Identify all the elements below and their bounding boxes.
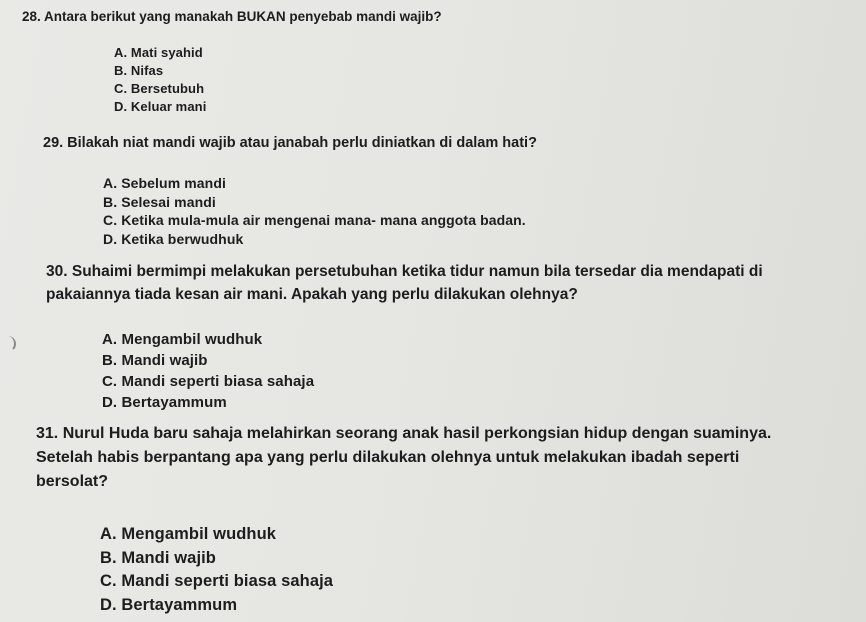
question-29-option-d: D. Ketika berwudhuk	[103, 230, 244, 247]
question-28-option-b: B. Nifas	[114, 63, 164, 78]
question-31-options	[100, 523, 333, 617]
question-30-stem: 30. Suhaimi bermimpi melakukan persetubuhan ketika tidur namun bila tersedar dia mendapati di pakaiannya tiada kesan air mani. Apakah yang perlu dilakukan olehnya?	[46, 263, 763, 303]
question-29-option-c: C. Ketika mula-mula air mengenai mana- mana anggota badan.	[103, 212, 526, 228]
question-30-option-c: C. Mandi seperti biasa sahaja	[102, 373, 315, 390]
question-29-option-a: A. Sebelum mandi	[103, 175, 226, 191]
question-29-stem: 29. Bilakah niat mandi wajib atau janabah perlu diniatkan di dalam hati?	[43, 135, 537, 151]
question-28-stem: 28. Antara berikut yang manakah BUKAN penyebab mandi wajib?	[22, 9, 442, 24]
question-31-option-c: C. Mandi seperti biasa sahaja	[100, 572, 334, 590]
question-28-option-a: A. Mati syahid	[114, 45, 203, 60]
question-31-option-d: D. Bertayammum	[100, 595, 238, 614]
question-30-option-b: B. Mandi wajib	[102, 352, 208, 369]
question-29-option-b: B. Selesai mandi	[103, 193, 216, 210]
question-28-option-c: C. Bersetubuh	[114, 81, 205, 96]
question-30-options	[102, 329, 314, 413]
question-29-options	[103, 174, 526, 248]
page-edge-mark	[0, 336, 16, 352]
question-30-option-a: A. Mengambil wudhuk	[102, 331, 263, 348]
question-28-options	[114, 44, 206, 116]
question-30-option-d: D. Bertayammum	[102, 394, 227, 411]
question-31-stem: 31. Nurul Huda baru sahaja melahirkan seorang anak hasil perkongsian hidup dengan suaminya. Setelah habis berpantang apa yang perlu dilakukan olehnya untuk melakukan ibadah seperti bersolat?	[36, 425, 772, 490]
question-28-option-d: D. Keluar mani	[114, 99, 207, 114]
question-31-option-a: A. Mengambil wudhuk	[100, 525, 277, 543]
question-31-option-b: B. Mandi wajib	[100, 548, 216, 567]
